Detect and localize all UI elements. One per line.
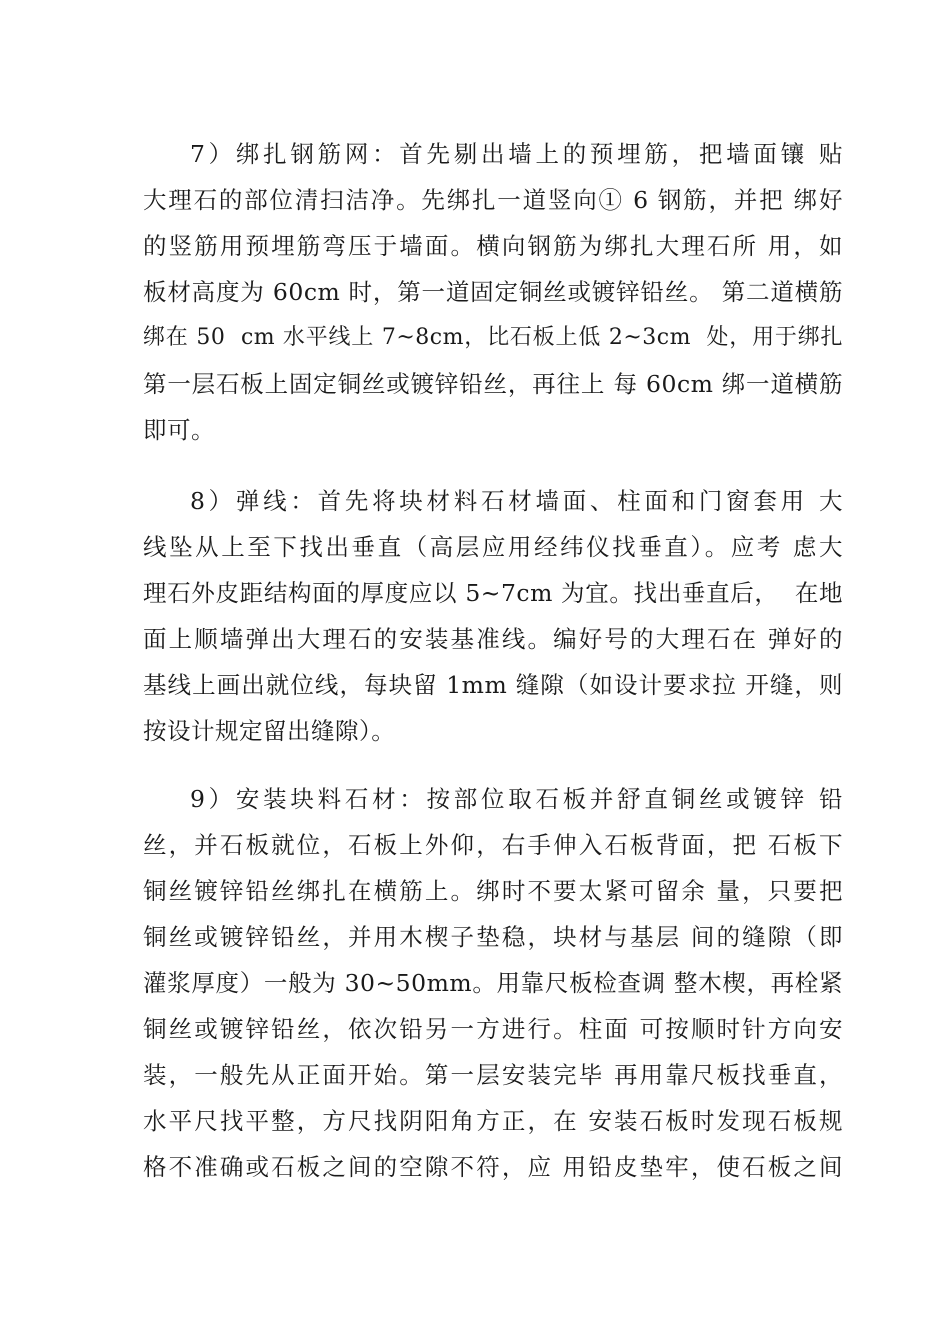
paragraph-9-line-1: 9）安装块料石材：按部位取石板并舒直铜丝或镀锌 铅 [190,785,843,813]
paragraph-8-line-3: 理石外皮距结构面的厚度应以 5~7cm 为宜。找出垂直后， 在地 [143,579,843,607]
paragraph-8-line-5: 基线上画出就位线，每块留 1mm 缝隙（如设计要求拉 开缝，则 [143,671,843,699]
paragraph-9-line-2: 丝，并石板就位，石板上外仰，右手伸入石板背面，把 石板下 [143,831,843,859]
paragraph-9-line-4: 铜丝或镀锌铅丝，并用木楔子垫稳，块材与基层 间的缝隙（即 [143,923,843,951]
paragraph-8-line-2: 线坠从上至下找出垂直（高层应用经纬仪找垂直）。应考 虑大 [143,533,843,561]
paragraph-9-line-6: 铜丝或镀锌铅丝，依次铅另一方进行。柱面 可按顺时针方向安 [143,1015,843,1043]
paragraph-7-line-2: 大理石的部位清扫洁净。先绑扎一道竖向① 6 钢筋，并把 绑好 [143,186,843,214]
paragraph-9-line-3: 铜丝镀锌铅丝绑扎在横筋上。绑时不要太紧可留余 量，只要把 [143,877,843,905]
paragraph-7-line-6: 第一层石板上固定铜丝或镀锌铅丝，再往上 每 60cm 绑一道横筋 [143,370,843,398]
paragraph-8-line-1: 8）弹线：首先将块材料石材墙面、柱面和门窗套用 大 [190,487,843,515]
paragraph-7-line-3: 的竖筋用预埋筋弯压于墙面。横向钢筋为绑扎大理石所 用，如 [143,232,843,260]
paragraph-7-line-1: 7）绑扎钢筋网：首先剔出墙上的预埋筋，把墙面镶 贴 [190,140,843,168]
paragraph-7-line-5: 绑在 50 cm 水平线上 7~8cm，比石板上低 2~3cm 处，用于绑扎 [143,325,843,350]
paragraph-7-line-4: 板材高度为 60cm 时，第一道固定铜丝或镀锌铅丝。 第二道横筋 [143,278,843,306]
paragraph-9-line-9: 格不准确或石板之间的空隙不符，应 用铅皮垫牢，使石板之间 [143,1153,843,1181]
paragraph-8-line-4: 面上顺墙弹出大理石的安装基准线。编好号的大理石在 弹好的 [143,625,843,653]
paragraph-8-line-6: 按设计规定留出缝隙）。 [143,717,396,745]
paragraph-9-line-8: 水平尺找平整，方尺找阴阳角方正，在 安装石板时发现石板规 [143,1107,843,1135]
paragraph-7-line-7: 即可。 [143,416,215,444]
paragraph-9-line-7: 装，一般先从正面开始。第一层安装完毕 再用靠尺板找垂直， [143,1061,843,1089]
paragraph-9-line-5: 灌浆厚度）一般为 30~50mm。用靠尺板检查调 整木楔，再栓紧 [143,969,843,997]
